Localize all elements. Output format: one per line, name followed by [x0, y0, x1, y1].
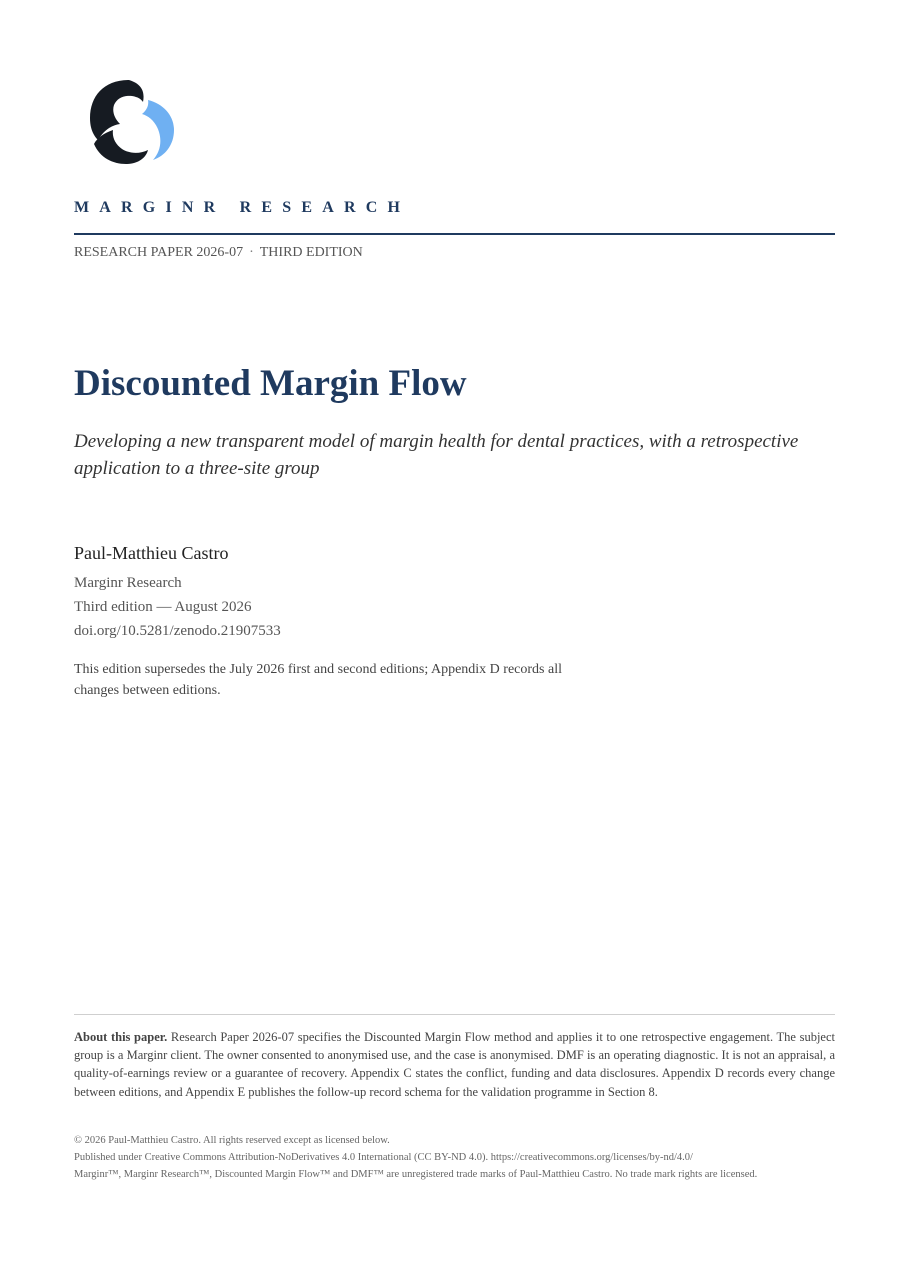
about-label: About this paper.: [74, 1030, 168, 1044]
title-page: [74, 0, 835, 1287]
doi-link[interactable]: doi.org/10.5281/zenodo.21907533: [74, 623, 281, 639]
series-line: [74, 245, 363, 261]
page-title: Discounted Margin Flow: [74, 363, 467, 404]
copyright-line: © 2026 Paul-Matthieu Castro. All rights reserved except as licensed below.: [74, 1135, 390, 1146]
series-separator: ·: [249, 245, 254, 260]
author-meta: [74, 571, 281, 643]
supersedes-note: This edition supersedes the July 2026 first and second editions; Appendix D records all changes between editions.: [74, 662, 562, 698]
paper-number: RESEARCH PAPER 2026-07: [74, 245, 244, 260]
trademark-line: Marginr™, Marginr Research™, Discounted Margin Flow™ and DMF™ are unregistered trade marks of Paul-Matthieu Castro. No trade mark rights are licensed.: [74, 1169, 758, 1180]
about-text: Research Paper 2026-07 specifies the Discounted Margin Flow method and applies it to one retrospective engagement. The subject group is a Marginr client. The owner consented to anonymised use, and the case is anonymised. DMF is an operating diagnostic. It is not an appraisal, a quality-of-earnings review or a guarantee of recovery. Appendix C states the conflict, funding and data disclosures. Appendix D records every change between editions, and Appendix E publishes the follow-up record schema for the validation programme in Section 8.: [74, 1030, 836, 1099]
license-line: Published under Creative Commons Attribution-NoDerivatives 4.0 International (CC BY-ND 4.0). https://creativecommons.org/licenses/by-nd/4.0/: [74, 1152, 693, 1163]
brand-name: MARGINR RESEARCH: [74, 199, 411, 216]
page-subtitle: Developing a new transparent model of margin health for dental practices, with a retrospective application to a three-site group: [74, 431, 799, 479]
legal-notice: [74, 1132, 835, 1183]
edition-label: THIRD EDITION: [259, 245, 363, 260]
footer-rule: [74, 1014, 835, 1015]
author-affiliation: Marginr Research: [74, 575, 182, 591]
marginr-logo-icon: [82, 78, 174, 166]
edition-date: Third edition — August 2026: [74, 599, 252, 615]
author-name: Paul-Matthieu Castro: [74, 543, 229, 563]
about-paper: [74, 1028, 835, 1101]
header-rule: [74, 233, 835, 235]
